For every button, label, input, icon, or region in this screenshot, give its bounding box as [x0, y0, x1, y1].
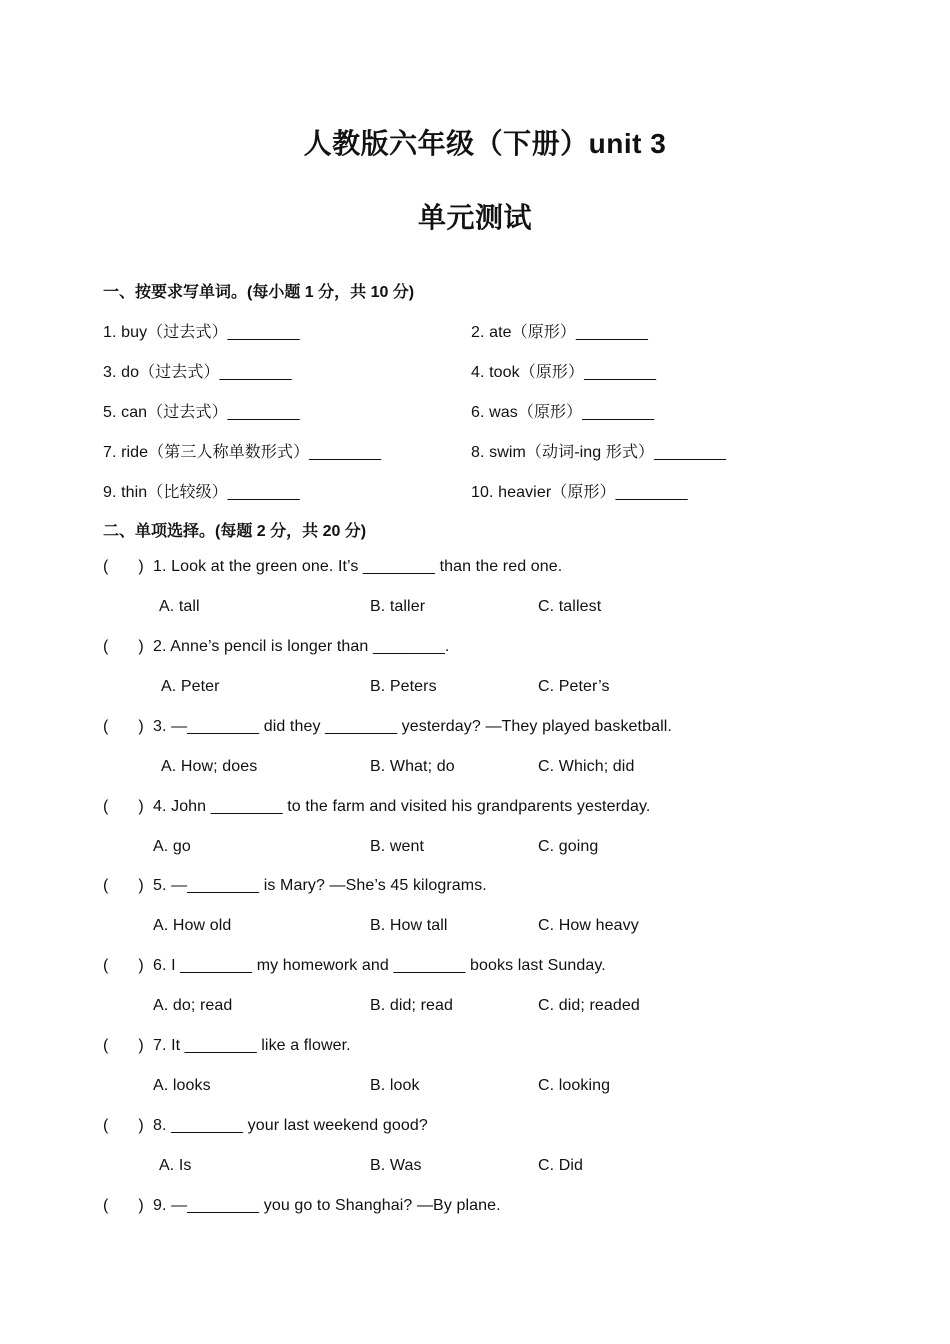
- page-subtitle: 单元测试: [417, 202, 532, 233]
- question-stem: 3. —________ did they ________ yesterday? —They played basketball.: [153, 718, 672, 735]
- option-c: C. Which; did: [538, 758, 635, 775]
- option-a: A. looks: [153, 1077, 211, 1094]
- word-item: 9. thin（比较级）________: [103, 484, 300, 501]
- answer-bracket: ( ): [103, 638, 144, 655]
- answer-bracket: ( ): [103, 1037, 144, 1054]
- option-b: B. How tall: [370, 917, 448, 934]
- word-item: 1. buy（过去式）________: [103, 324, 300, 341]
- question-stem: 7. It ________ like a flower.: [153, 1037, 351, 1054]
- option-c: C. tallest: [538, 598, 602, 615]
- option-a: A. do; read: [153, 997, 233, 1014]
- answer-bracket: ( ): [103, 718, 144, 735]
- option-b: B. Peters: [370, 678, 437, 695]
- option-b: B. Was: [370, 1157, 422, 1174]
- answer-bracket: ( ): [103, 877, 144, 894]
- answer-bracket: ( ): [103, 1117, 144, 1134]
- answer-bracket: ( ): [103, 798, 144, 815]
- question-stem: 1. Look at the green one. It’s ________ than the red one.: [153, 558, 563, 575]
- section2-heading: 二、单项选择。(每题 2 分，共 20 分): [103, 523, 367, 540]
- option-b: B. went: [370, 838, 425, 855]
- option-c: C. going: [538, 838, 599, 855]
- word-item: 2. ate（原形）________: [471, 324, 649, 341]
- option-b: B. did; read: [370, 997, 454, 1014]
- option-b: B. taller: [370, 598, 426, 615]
- word-item: 6. was（原形）________: [471, 404, 655, 421]
- answer-bracket: ( ): [103, 558, 144, 575]
- option-c: C. Did: [538, 1157, 584, 1174]
- word-item: 4. took（原形）________: [471, 364, 657, 381]
- question-stem: 9. —________ you go to Shanghai? —By plane.: [153, 1197, 501, 1214]
- option-a: A. Peter: [161, 678, 220, 695]
- question-stem: 2. Anne’s pencil is longer than ________.: [153, 638, 450, 655]
- question-stem: 6. I ________ my homework and ________ books last Sunday.: [153, 957, 606, 974]
- word-item: 8. swim（动词-ing 形式）________: [471, 444, 727, 461]
- word-item: 5. can（过去式）________: [103, 404, 300, 421]
- option-b: B. What; do: [370, 758, 455, 775]
- page-title: 人教版六年级（下册）unit 3: [303, 128, 667, 159]
- word-item: 7. ride（第三人称单数形式）________: [103, 444, 382, 461]
- option-a: A. go: [153, 838, 191, 855]
- option-c: C. did; readed: [538, 997, 640, 1014]
- question-stem: 8. ________ your last weekend good?: [153, 1117, 428, 1134]
- option-c: C. Peter’s: [538, 678, 610, 695]
- option-c: C. looking: [538, 1077, 611, 1094]
- option-a: A. tall: [159, 598, 200, 615]
- word-item: 3. do（过去式）________: [103, 364, 292, 381]
- option-a: A. How old: [153, 917, 232, 934]
- question-stem: 4. John ________ to the farm and visited his grandparents yesterday.: [153, 798, 651, 815]
- answer-bracket: ( ): [103, 1197, 144, 1214]
- question-stem: 5. —________ is Mary? —She’s 45 kilograms.: [153, 877, 487, 894]
- option-a: A. Is: [159, 1157, 192, 1174]
- answer-bracket: ( ): [103, 957, 144, 974]
- word-item: 10. heavier（原形）________: [471, 484, 688, 501]
- option-c: C. How heavy: [538, 917, 639, 934]
- option-b: B. look: [370, 1077, 420, 1094]
- section1-heading: 一、按要求写单词。(每小题 1 分，共 10 分): [103, 284, 415, 301]
- option-a: A. How; does: [161, 758, 258, 775]
